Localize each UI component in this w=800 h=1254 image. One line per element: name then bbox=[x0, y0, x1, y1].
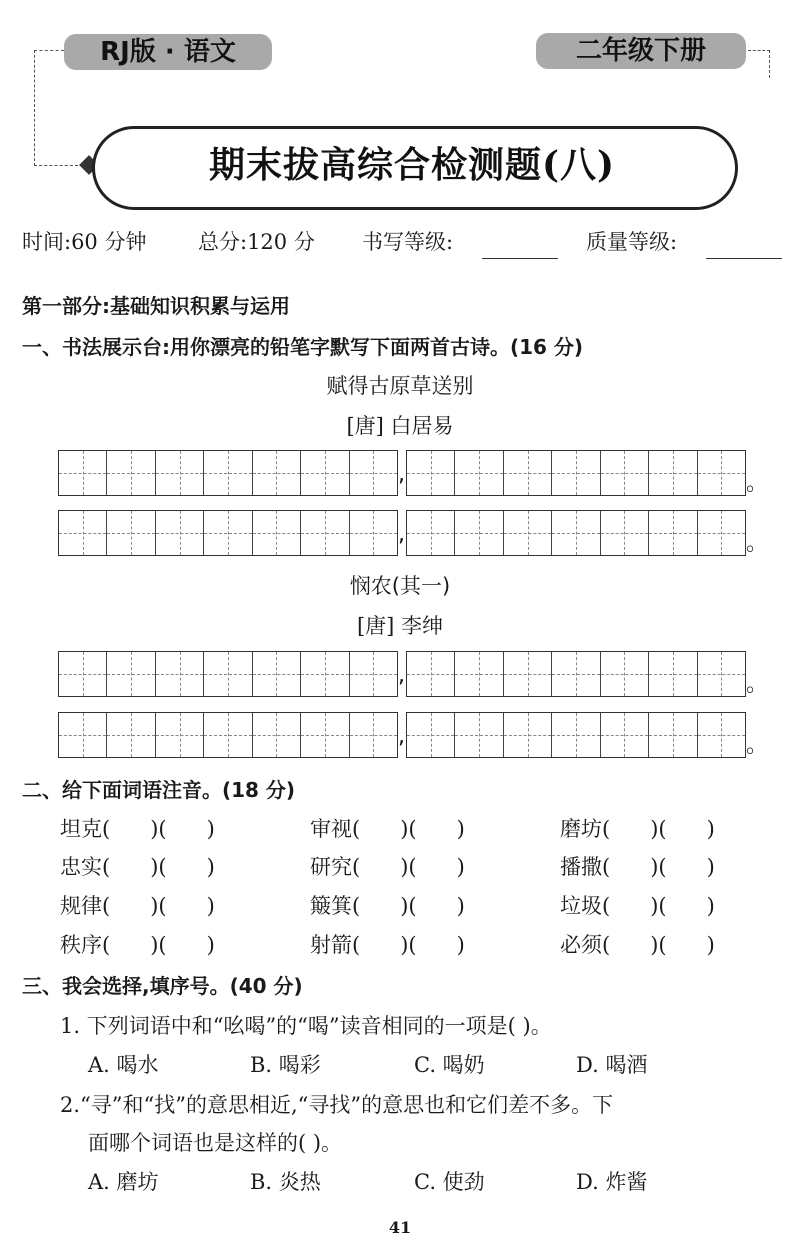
writing-grid[interactable] bbox=[58, 712, 398, 758]
right-connector-top bbox=[748, 50, 770, 51]
right-connector-vertical bbox=[769, 50, 770, 78]
q1-option-b[interactable]: B. 喝彩 bbox=[250, 1053, 321, 1077]
total-score-label: 总分:120 分 bbox=[198, 230, 315, 254]
q1-option-a[interactable]: A. 喝水 bbox=[88, 1053, 159, 1077]
page-title: 期末拔高综合检测题(八) bbox=[208, 144, 616, 186]
q2-option-c[interactable]: C. 使劲 bbox=[414, 1170, 485, 1194]
pinyin-item[interactable]: 审视( )( ) bbox=[310, 817, 465, 841]
question-1: 1. 下列词语中和“吆喝”的“喝”读音相同的一项是( )。 bbox=[60, 1014, 552, 1038]
q1-option-d[interactable]: D. 喝酒 bbox=[576, 1053, 648, 1077]
period-mark: 。 bbox=[746, 531, 769, 556]
poem1-author: [唐] 白居易 bbox=[346, 414, 454, 438]
comma-mark: , bbox=[398, 724, 405, 749]
section1-heading: 一、书法展示台:用你漂亮的铅笔字默写下面两首古诗。(16 分) bbox=[22, 335, 584, 359]
left-connector-bottom bbox=[34, 165, 78, 166]
comma-mark: , bbox=[398, 522, 405, 547]
pinyin-item[interactable]: 播撒( )( ) bbox=[560, 855, 715, 879]
poem1-title: 赋得古原草送别 bbox=[326, 374, 474, 398]
writing-grid[interactable] bbox=[406, 651, 746, 697]
pinyin-item[interactable]: 磨坊( )( ) bbox=[560, 817, 715, 841]
pinyin-item[interactable]: 坦克( )( ) bbox=[60, 817, 215, 841]
writing-grid[interactable] bbox=[58, 450, 398, 496]
writing-grid[interactable] bbox=[58, 651, 398, 697]
writing-grid[interactable] bbox=[406, 712, 746, 758]
q1-option-c[interactable]: C. 喝奶 bbox=[414, 1053, 485, 1077]
writing-grid[interactable] bbox=[58, 510, 398, 556]
time-label: 时间:60 分钟 bbox=[22, 230, 147, 254]
left-connector-vertical bbox=[34, 50, 35, 166]
quality-grade-blank[interactable] bbox=[706, 232, 782, 259]
subject-badge: RJ版 · 语文 bbox=[64, 34, 272, 70]
period-mark: 。 bbox=[746, 733, 769, 758]
pinyin-item[interactable]: 簸箕( )( ) bbox=[310, 894, 465, 918]
pinyin-item[interactable]: 射箭( )( ) bbox=[310, 933, 465, 957]
section2-heading: 二、给下面词语注音。(18 分) bbox=[22, 778, 296, 802]
q2-option-a[interactable]: A. 磨坊 bbox=[88, 1170, 159, 1194]
q2-option-b[interactable]: B. 炎热 bbox=[250, 1170, 321, 1194]
pinyin-item[interactable]: 秩序( )( ) bbox=[60, 933, 215, 957]
pinyin-item[interactable]: 忠实( )( ) bbox=[60, 855, 215, 879]
poem2-author: [唐] 李绅 bbox=[356, 614, 444, 638]
q2-option-d[interactable]: D. 炸酱 bbox=[576, 1170, 648, 1194]
quality-grade-label: 质量等级: bbox=[586, 230, 678, 254]
writing-grade-blank[interactable] bbox=[482, 232, 558, 259]
pinyin-item[interactable]: 规律( )( ) bbox=[60, 894, 215, 918]
comma-mark: , bbox=[398, 462, 405, 487]
section3-heading: 三、我会选择,填序号。(40 分) bbox=[22, 974, 303, 998]
period-mark: 。 bbox=[746, 471, 769, 496]
pinyin-item[interactable]: 垃圾( )( ) bbox=[560, 894, 715, 918]
grade-badge: 二年级下册 bbox=[536, 33, 746, 69]
question-2-line1: 2.“寻”和“找”的意思相近,“寻找”的意思也和它们差不多。下 bbox=[60, 1093, 614, 1117]
pinyin-item[interactable]: 必须( )( ) bbox=[560, 933, 715, 957]
poem2-title: 悯农(其一) bbox=[349, 574, 451, 598]
part-heading: 第一部分:基础知识积累与运用 bbox=[22, 294, 290, 318]
writing-grid[interactable] bbox=[406, 510, 746, 556]
page-number: 41 bbox=[388, 1218, 412, 1237]
question-2-line2: 面哪个词语也是这样的( )。 bbox=[88, 1131, 343, 1155]
writing-grade-label: 书写等级: bbox=[362, 230, 454, 254]
pinyin-item[interactable]: 研究( )( ) bbox=[310, 855, 465, 879]
writing-grid[interactable] bbox=[406, 450, 746, 496]
comma-mark: , bbox=[398, 663, 405, 688]
period-mark: 。 bbox=[746, 672, 769, 697]
left-connector-top bbox=[34, 50, 64, 51]
